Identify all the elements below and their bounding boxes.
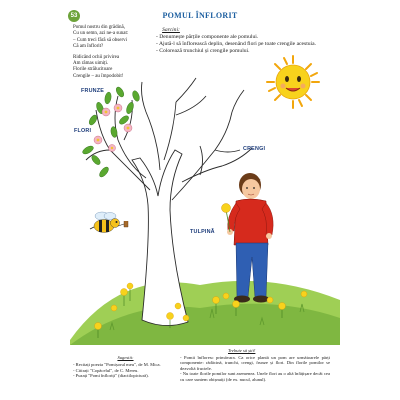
poem-line: Cu un semn, azi ne-a sunat:: [73, 31, 129, 37]
poem-stanza: [73, 25, 165, 51]
suggestion-item: - Puzați "Pomi înfloriți" (diactilopictură).: [73, 373, 149, 379]
did-you-know-paragraph: - Pomii înfloresc primăvara. Ca orice plantă un pom are următoarele părți componente: rădăcină, trunchi, crengi, frunze și flori. Din florile pomilor se dezvoltă fructele.: [180, 354, 330, 371]
sun-icon: [267, 56, 319, 108]
poem-stanza: [73, 55, 165, 81]
suggestions-heading: Sugestii:: [117, 355, 134, 360]
poem-line: Crengile – au împodobit!: [73, 73, 124, 79]
suggestions-block: [73, 355, 178, 379]
tasks-heading: Sarcini:: [162, 27, 180, 33]
tasks-block: [156, 27, 361, 55]
suggestion-item: - Recitați poezia "Pomișorul meu", de M. Mica.: [73, 361, 161, 367]
label-crengi: CRENGI: [243, 146, 266, 152]
label-flori: FLORI: [74, 128, 92, 134]
task-item: - Colorează trunchiul și crengile pomului.: [156, 48, 250, 54]
poem: [73, 25, 165, 84]
poem-line: Florile strălucitoare: [73, 67, 113, 73]
poem-line: Pomul nostru din grădină,: [73, 25, 125, 30]
poem-line: Ridicând ochii privirea: [73, 54, 120, 60]
task-item: - Ajută-l să înflorească deplin, desenând flori pe toate crengile acestuia.: [156, 41, 316, 47]
did-you-know-heading: Trebuie să știi!: [228, 348, 256, 353]
label-tulpina: TULPINĂ: [190, 229, 215, 235]
label-frunze: FRUNZE: [81, 88, 105, 94]
did-you-know-block: [180, 348, 330, 383]
page-number-badge: 53: [68, 10, 80, 22]
poem-line: Că am înflorit?: [73, 44, 104, 50]
poem-line: Am rămas uimiți.: [73, 61, 109, 67]
page-title: POMUL ÎNFLORIT: [162, 11, 238, 20]
bee-icon: [90, 212, 128, 233]
did-you-know-paragraph: - Nu toate florile pomilor sunt asemenea. Unele flori au o altă înfățișare decât cea cu care suntem obișnuiți (de ex. nucul, alunul).: [180, 371, 330, 382]
suggestion-item: - Citirați "Copăcelul", de C. Mereu.: [73, 367, 139, 373]
task-item: - Denumește părțile componente ale pomului.: [156, 34, 259, 40]
poem-line: – Cum treci fără să observi: [73, 37, 128, 43]
